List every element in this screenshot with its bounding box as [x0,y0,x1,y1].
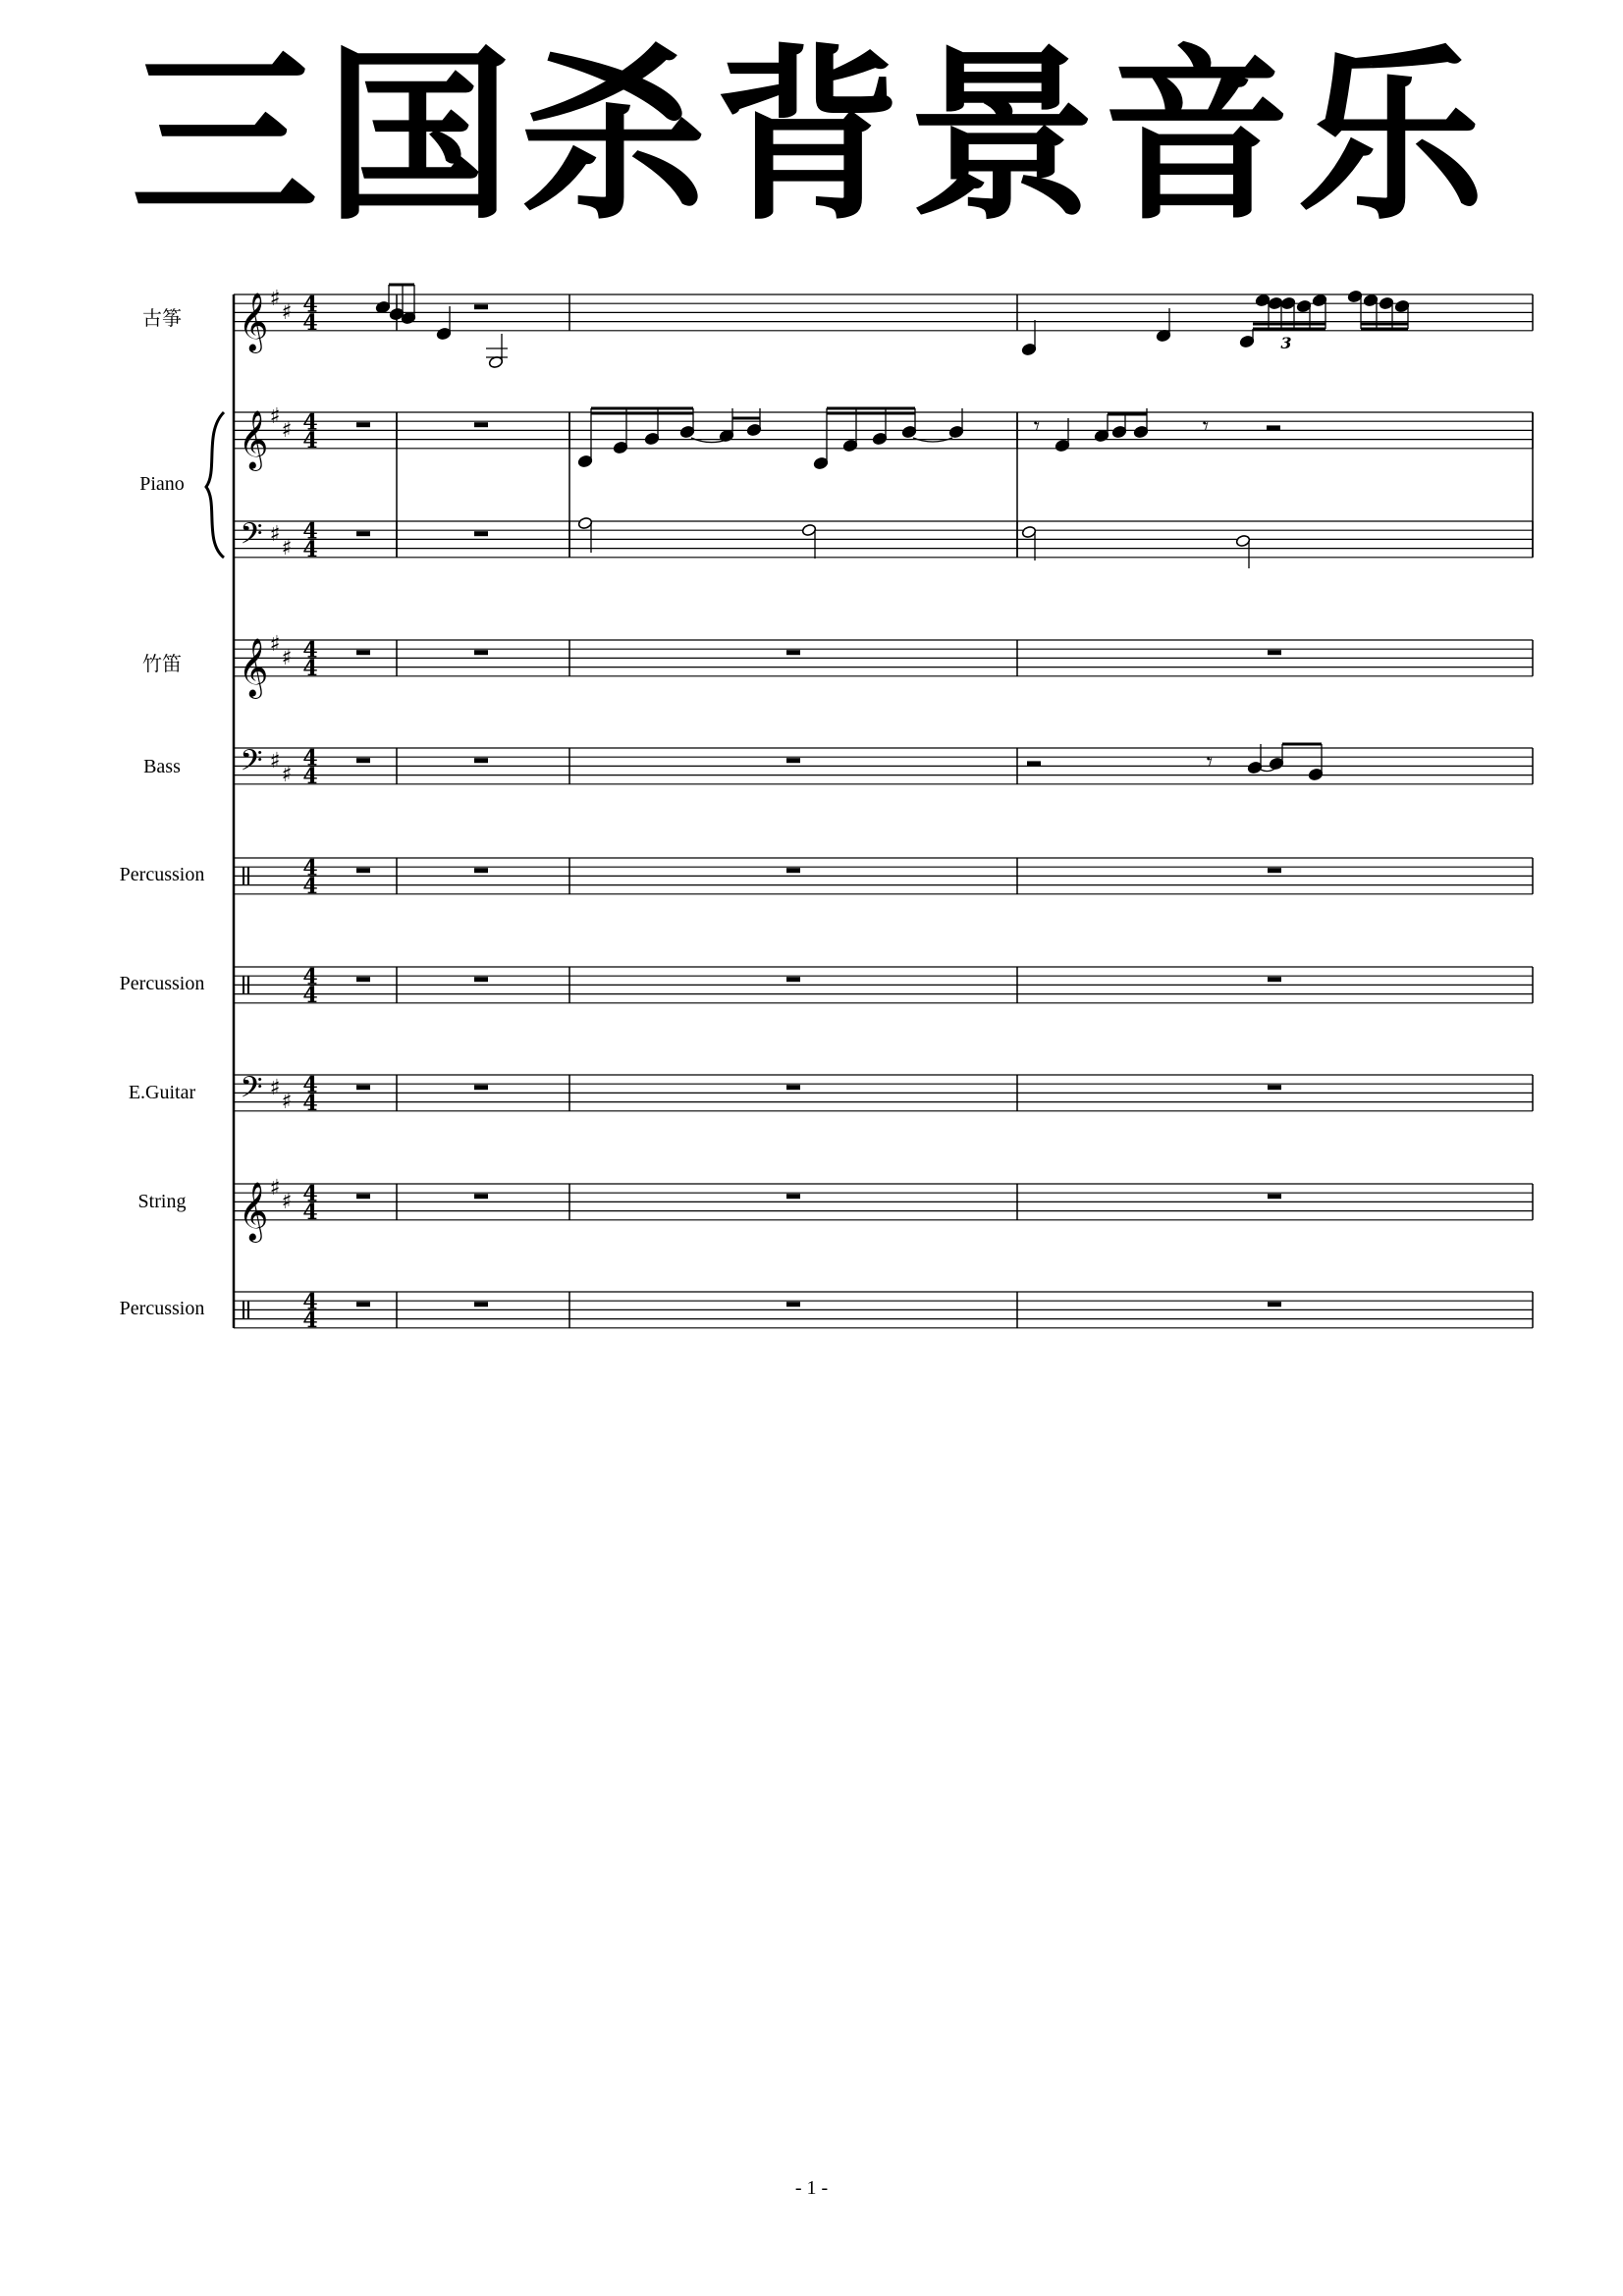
treble-clef-icon: 𝄞 [238,637,269,697]
instrument-label-bass: Bass [143,756,181,777]
whole-rest [356,422,370,427]
time-signature-denominator: 4 [302,1307,318,1333]
bass-clef-icon: 𝄢 [240,744,263,785]
time-signature-numerator: 4 [302,1289,318,1315]
whole-rest [786,868,800,873]
whole-rest [356,650,370,655]
whole-rest [474,531,488,536]
whole-rest [356,1085,370,1090]
bass-clef-icon: 𝄢 [240,517,263,559]
time-signature-numerator: 4 [302,964,318,990]
instrument-label-percussion-3: Percussion [119,1298,205,1319]
whole-rest [474,868,488,873]
whole-rest [474,650,488,655]
whole-rest [474,1194,488,1199]
sharp-icon: ♯ [269,404,281,429]
whole-rest [1268,650,1281,655]
sharp-icon: ♯ [269,1176,281,1201]
time-signature-numerator: 4 [302,1072,318,1098]
page-number: - 1 - [794,2177,829,2199]
sharp-icon: ♯ [281,299,293,325]
time-signature-numerator: 4 [302,1181,318,1207]
whole-rest [474,1085,488,1090]
instrument-label-eguitar: E.Guitar [128,1082,196,1103]
time-signature-numerator: 4 [302,292,318,318]
eighth-rest-icon: 𝄾 [1206,748,1214,775]
sharp-icon: ♯ [269,632,281,657]
whole-rest [786,650,800,655]
sharp-icon: ♯ [269,749,281,774]
sharp-icon: ♯ [281,417,293,443]
time-signature-numerator: 4 [302,637,318,664]
whole-rest [786,758,800,763]
sharp-icon: ♯ [281,1189,293,1214]
whole-rest [356,977,370,982]
time-signature-denominator: 4 [302,1090,318,1116]
whole-rest [474,977,488,982]
sharp-icon: ♯ [281,645,293,670]
whole-rest [1268,868,1281,873]
eighth-rest-icon: 𝄾 [1033,412,1041,440]
treble-clef-icon: 𝄞 [238,1181,269,1241]
whole-rest [786,1302,800,1307]
instrument-label-guzheng: 古筝 [142,308,182,330]
time-signature-denominator: 4 [302,427,318,454]
sharp-icon: ♯ [269,1076,281,1101]
whole-rest [1268,1302,1281,1307]
whole-rest [474,422,488,427]
whole-rest [356,758,370,763]
whole-rest [356,1194,370,1199]
sharp-icon: ♯ [281,1090,293,1114]
time-signature-numerator: 4 [302,855,318,881]
instrument-label-dizi: 竹笛 [142,654,182,675]
sharp-icon: ♯ [281,763,293,787]
tuplet-marker: 3 [1280,334,1292,352]
treble-clef-icon: 𝄞 [238,292,269,351]
time-signature-denominator: 4 [302,309,318,336]
sharp-icon: ♯ [269,287,281,311]
time-signature-numerator: 4 [302,518,318,545]
instrument-label-percussion-2: Percussion [119,973,205,994]
time-signature-numerator: 4 [302,745,318,772]
sharp-icon: ♯ [269,522,281,548]
time-signature-denominator: 4 [302,536,318,562]
whole-rest [356,531,370,536]
time-signature-denominator: 4 [302,873,318,899]
treble-clef-icon: 𝄞 [238,409,269,469]
instrument-label-string: String [137,1191,187,1212]
beam [1361,324,1408,329]
half-rest [1267,425,1280,430]
whole-rest [786,977,800,982]
beam [827,408,915,413]
instrument-label-percussion-1: Percussion [119,864,205,885]
eighth-rest-icon: 𝄾 [1202,412,1210,440]
time-signature-numerator: 4 [302,409,318,436]
piano-brace [206,412,224,558]
whole-rest [1268,1194,1281,1199]
instrument-label-piano: Piano [139,473,185,495]
whole-rest [786,1194,800,1199]
beam [591,408,693,413]
whole-rest [1268,977,1281,982]
time-signature-denominator: 4 [302,982,318,1008]
time-signature-denominator: 4 [302,655,318,681]
whole-rest [786,1085,800,1090]
whole-rest [474,304,488,309]
bass-clef-icon: 𝄢 [240,1071,263,1112]
whole-rest [1268,1085,1281,1090]
beam [1253,324,1325,329]
time-signature-denominator: 4 [302,763,318,789]
time-signature-denominator: 4 [302,1199,318,1225]
sharp-icon: ♯ [281,536,293,561]
page-title: 三国杀背景音乐 [131,28,1492,245]
whole-rest [356,1302,370,1307]
whole-rest [474,1302,488,1307]
half-rest [1027,761,1041,766]
whole-rest [356,868,370,873]
whole-rest [474,758,488,763]
